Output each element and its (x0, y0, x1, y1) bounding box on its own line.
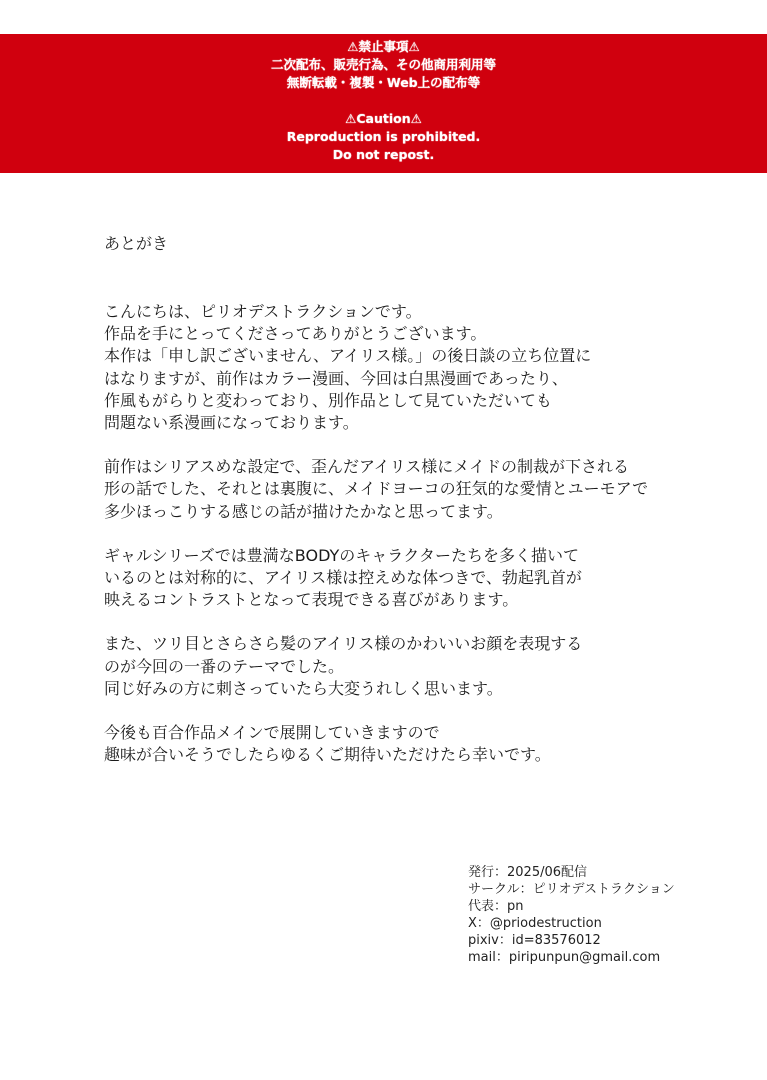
text-line: 作品を手にとってくださってありがとうございます。 (104, 324, 487, 344)
colophon-release: 発行：2025/06配信 (468, 865, 588, 880)
text-line: 作風もがらりと変わっており、別作品として見ていただいても (104, 390, 552, 410)
afterword-body (104, 301, 704, 788)
text-line: また、ツリ目とさらさら髪のアイリス様のかわいいお顔を表現する (104, 634, 583, 654)
paragraph (104, 301, 704, 434)
colophon-representative: 代表：pn (468, 899, 524, 914)
text-line: のが今回の一番のテーマでした。 (104, 656, 345, 676)
text-line: 同じ好みの方に刺さっていたら大変うれしく思います。 (104, 678, 503, 698)
paragraph (104, 722, 704, 766)
warning-line: Do not repost. (332, 147, 435, 162)
page-title: あとがき (104, 234, 169, 253)
text-line: はなりますが、前作はカラー漫画、今回は白黒漫画であったり、 (104, 368, 568, 388)
text-line: 本作は「申し訳ございません、アイリス様。」の後日談の立ち位置に (104, 346, 592, 366)
colophon-x-account: X：@priodestruction (468, 916, 602, 931)
warning-line: 無断転載・複製・Web上の配布等 (286, 75, 481, 90)
warning-title-jp: ⚠禁止事項⚠ (347, 39, 420, 54)
text-line: いるのとは対称的に、アイリス様は控えめな体つきで、勃起乳首が (104, 568, 582, 588)
paragraph (104, 633, 704, 700)
paragraph (104, 545, 704, 612)
text-line: 今後も百合作品メインで展開していきますので (104, 723, 440, 743)
text-line: 多少ほっこりする感じの話が描けたかなと思ってます。 (104, 501, 503, 521)
text-line: 問題ない系漫画になっております。 (104, 413, 359, 433)
colophon-circle: サークル：ピリオデストラクション (468, 882, 675, 897)
warning-banner (0, 34, 767, 173)
text-line: こんにちは、ピリオデストラクションです。 (104, 302, 422, 321)
banner-spacer (0, 92, 767, 110)
text-line: 前作はシリアスめな設定で、歪んだアイリス様にメイドの制裁が下される (104, 457, 629, 477)
colophon-pixiv: pixiv：id=83576012 (468, 933, 601, 948)
warning-title-en: ⚠Caution⚠ (345, 111, 422, 126)
warning-line: 二次配布、販売行為、その他商用利用等 (270, 57, 496, 72)
colophon-mail: mail：piripunpun@gmail.com (468, 950, 661, 965)
warning-line: Reproduction is prohibited. (286, 129, 481, 144)
text-line: ギャルシリーズでは豊満なBODYのキャラクターたちを多く描いて (104, 545, 579, 565)
text-line: 形の話でした、それとは裏腹に、メイドヨーコの狂気的な愛情とユーモアで (104, 479, 649, 499)
paragraph (104, 456, 704, 523)
text-line: 映えるコントラストとなって表現できる喜びがあります。 (104, 590, 519, 610)
colophon (468, 864, 675, 966)
text-line: 趣味が合いそうでしたらゆるくご期待いただけたら幸いです。 (104, 745, 551, 765)
